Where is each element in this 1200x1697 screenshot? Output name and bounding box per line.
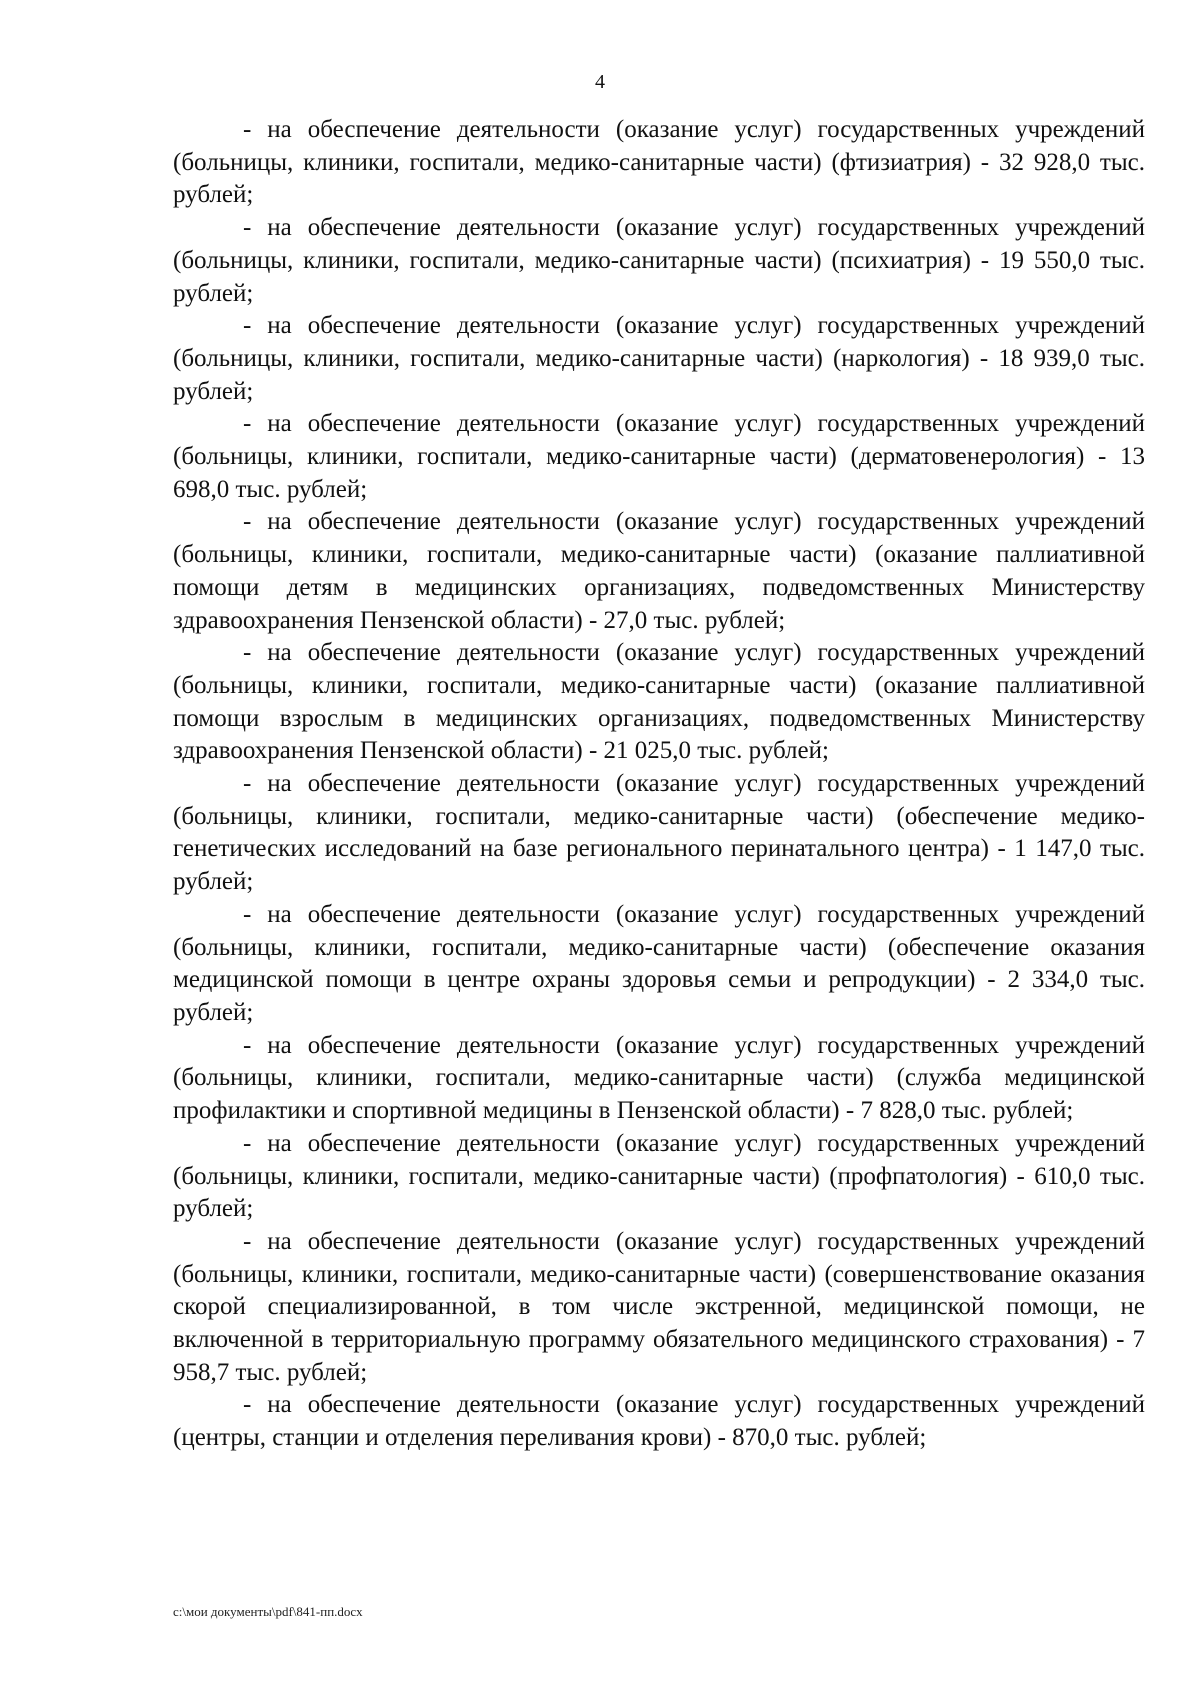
list-item: - на обеспечение деятельности (оказание услуг) государственных учреждений (больницы, клиники, госпитали, медико-санитарные части) (служба медицинской профилактики и спортивной медицины в Пензенской области) - 7 828,0 тыс. рублей; — [173, 1031, 1145, 1125]
list-item: - на обеспечение деятельности (оказание услуг) государственных учреждений (больницы, клиники, госпитали, медико-санитарные части) (наркология) - 18 939,0 тыс. рублей; — [173, 312, 1145, 405]
list-item: - на обеспечение деятельности (оказание услуг) государственных учреждений (больницы, клиники, госпитали, медико-санитарные части) (оказание паллиативной помощи взрослым в медицинских организациях, подведомственных Министерству здравоохранения Пензенской области) - 21 025,0 тыс. рублей; — [173, 639, 1145, 765]
page-number: 4 — [595, 71, 605, 93]
list-item: - на обеспечение деятельности (оказание услуг) государственных учреждений (больницы, клиники, госпитали, медико-санитарные части) (обеспечение оказания медицинской помощи в центре охраны здоровья семьи и репродукции) - 2 334,0 тыс. рублей; — [173, 900, 1145, 1026]
list-item: - на обеспечение деятельности (оказание услуг) государственных учреждений (больницы, клиники, госпитали, медико-санитарные части) (совершенствование оказания скорой специализированной, в том числе экстренной, медицинской помощи, не включенной в территориальную программу обязательного медицинского страхования) - 7 958,7 тыс. рублей; — [173, 1227, 1145, 1386]
list-item: - на обеспечение деятельности (оказание услуг) государственных учреждений (больницы, клиники, госпитали, медико-санитарные части) (обеспечение медико-генетических исследований на базе регионального перинатального центра) - 1 147,0 тыс. рублей; — [173, 770, 1145, 896]
list-item: - на обеспечение деятельности (оказание услуг) государственных учреждений (больницы, клиники, госпитали, медико-санитарные части) (психиатрия) - 19 550,0 тыс. рублей; — [173, 214, 1145, 307]
document-body — [173, 114, 1145, 1455]
list-item: - на обеспечение деятельности (оказание услуг) государственных учреждений (больницы, клиники, госпитали, медико-санитарные части) (фтизиатрия) - 32 928,0 тыс. рублей; — [173, 116, 1145, 209]
list-item: - на обеспечение деятельности (оказание услуг) государственных учреждений (больницы, клиники, госпитали, медико-санитарные части) (дерматовенерология) - 13 698,0 тыс. рублей; — [173, 410, 1145, 503]
list-item: - на обеспечение деятельности (оказание услуг) государственных учреждений (больницы, клиники, госпитали, медико-санитарные части) (профпатология) - 610,0 тыс. рублей; — [173, 1129, 1145, 1223]
list-item: - на обеспечение деятельности (оказание услуг) государственных учреждений (центры, станции и отделения переливания крови) - 870,0 тыс. рублей; — [173, 1391, 1145, 1452]
footer-file-path: c:\мои документы\pdf\841-пп.docx — [173, 1604, 363, 1619]
list-item: - на обеспечение деятельности (оказание услуг) государственных учреждений (больницы, клиники, госпитали, медико-санитарные части) (оказание паллиативной помощи детям в медицинских организациях, подведомственных Министерству здравоохранения Пензенской области) - 27,0 тыс. рублей; — [173, 508, 1145, 634]
